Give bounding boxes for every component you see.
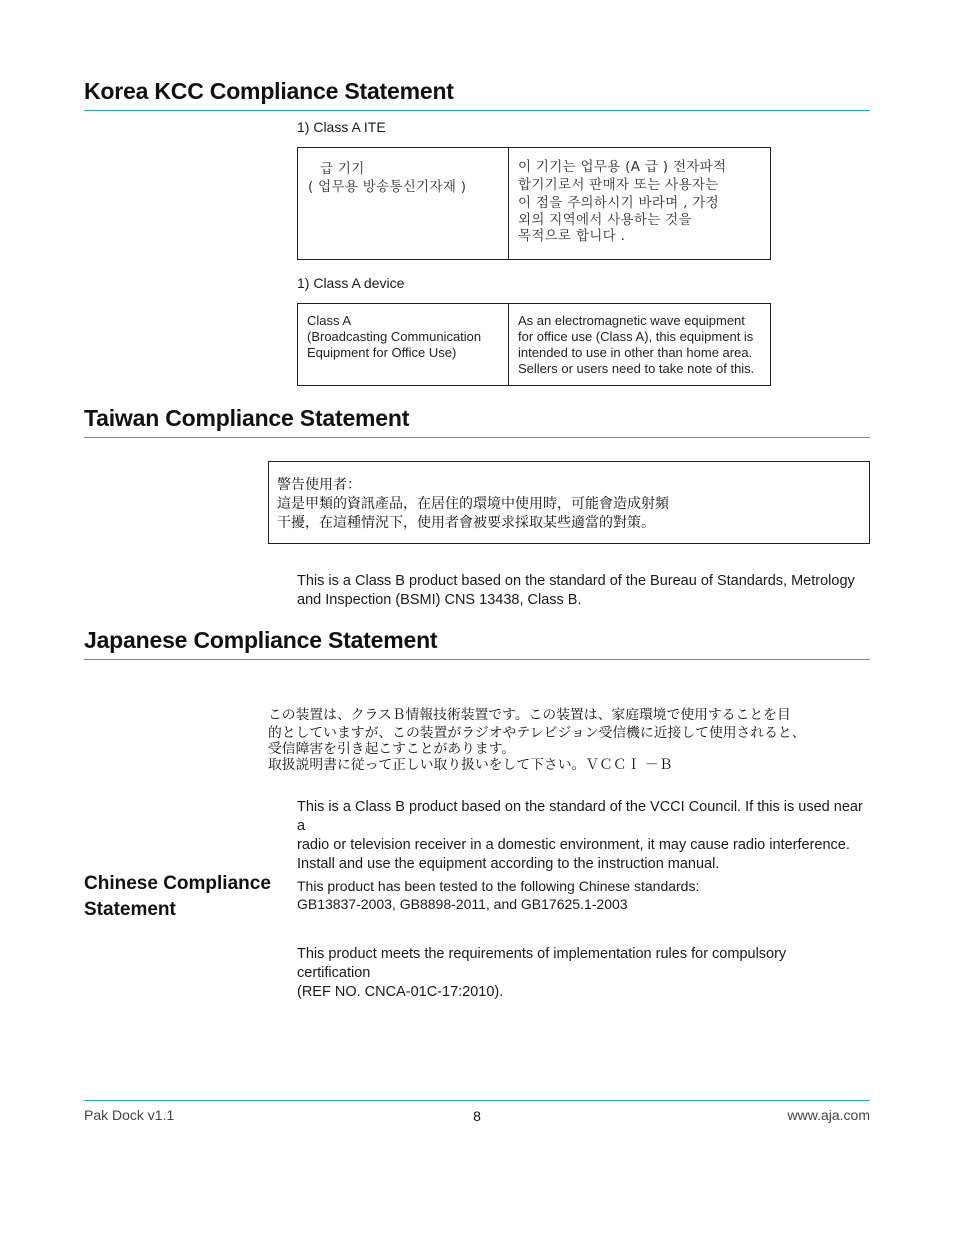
china-heading-line: Statement	[84, 899, 176, 920]
japan-vcci-line: 的としていますが、この装置がラジオやテレビジョン受信機に近接して使用されると、	[268, 724, 806, 741]
korea-device-left-line: (Broadcasting Communication	[307, 329, 482, 344]
taiwan-warning-line: 警告使用者：	[277, 477, 361, 493]
korea-device-right-line: Sellers or users need to take note of this.	[518, 361, 755, 376]
china-para-certification	[297, 945, 857, 1002]
korea-device-left-line: Equipment for Office Use)	[307, 345, 457, 360]
japan-vcci-line: この装置は、クラスＢ情報技術装置です。この装置は、家庭環境で使用することを目	[268, 707, 791, 723]
korea-device-right-line: As an electromagnetic wave equipment	[518, 313, 745, 328]
footer-page-number: 8	[473, 1108, 481, 1124]
japan-note	[297, 798, 872, 874]
china-para-standards	[297, 877, 857, 913]
china-heading	[84, 871, 271, 923]
taiwan-warning-box	[268, 461, 870, 544]
china-para-line: This product has been tested to the following Chinese standards:	[297, 878, 700, 894]
japan-vcci-text	[268, 707, 873, 775]
korea-ite-left-line: 급 기기	[320, 161, 365, 177]
china-para-line: GB13837-2003, GB8898-2011, and GB17625.1-2003	[297, 896, 628, 912]
korea-table-device	[297, 303, 771, 386]
footer-product: Pak Dock v1.1	[84, 1107, 175, 1123]
taiwan-heading-rule	[84, 437, 870, 438]
korea-ite-right-line: 목적으로 합니다 .	[518, 228, 626, 244]
japan-vcci-line: 受信障害を引き起こすことがあります。	[268, 741, 516, 757]
korea-label-class-a-device: 1) Class A device	[297, 275, 405, 291]
footer-website-link[interactable]: www.aja.com	[787, 1107, 870, 1123]
taiwan-warning-line: 干擾，在這種情況下，使用者會被要求採取某些適當的對策。	[277, 515, 655, 531]
korea-device-right-line: for office use (Class A), this equipment is	[518, 329, 754, 344]
china-para-line: certification	[297, 965, 371, 981]
china-para-line: This product meets the requirements of implementation rules for compulsory	[297, 946, 787, 962]
korea-ite-left-line: ( 업무용 방송통신기자재 )	[308, 179, 467, 195]
korea-ite-right-line: 이 점을 주의하시기 바라며 , 가정	[518, 195, 719, 211]
korea-ite-right-line: 이 기기는 업무용 (A 급 ) 전자파적	[518, 159, 727, 175]
korea-table-device-left	[298, 304, 509, 386]
taiwan-note-line: and Inspection (BSMI) CNS 13438, Class B.	[297, 592, 582, 608]
china-heading-line: Chinese Compliance	[84, 873, 271, 894]
taiwan-note	[297, 572, 867, 610]
korea-ite-right-line: 합기기로서 판매자 또는 사용자는	[518, 177, 719, 193]
korea-device-left-line: Class A	[307, 313, 352, 328]
taiwan-note-line: This is a Class B product based on the standard of the Bureau of Standards, Metrology	[297, 573, 855, 589]
japan-vcci-line: 取扱説明書に従って正しい取り扱いをして下さい。ＶＣＣＩ －Ｂ	[268, 757, 673, 773]
korea-table-device-right	[509, 304, 771, 386]
korea-table-ite-right	[509, 148, 771, 260]
taiwan-warning-line: 這是甲類的資訊產品，在居住的環境中使用時，可能會造成射頻	[277, 496, 669, 512]
taiwan-heading: Taiwan Compliance Statement	[84, 405, 410, 431]
korea-label-class-a-ite: 1) Class A ITE	[297, 119, 386, 135]
korea-heading-rule	[84, 110, 870, 111]
korea-device-right-line: intended to use in other than home area.	[518, 345, 753, 360]
korea-ite-right-line: 외의 지역에서 사용하는 것을	[518, 212, 692, 228]
china-para-line: (REF NO. CNCA-01C-17:2010).	[297, 984, 504, 1000]
japan-note-line: radio or television receiver in a domestic environment, it may cause radio interference.	[297, 837, 850, 853]
japan-heading-rule	[84, 659, 870, 660]
footer-rule	[84, 1100, 870, 1101]
japan-note-line: Install and use the equipment according to the instruction manual.	[297, 856, 720, 872]
korea-table-ite-left	[298, 148, 509, 260]
japan-heading: Japanese Compliance Statement	[84, 627, 438, 653]
korea-table-ite	[297, 147, 771, 260]
korea-heading: Korea KCC Compliance Statement	[84, 78, 454, 104]
japan-note-line: This is a Class B product based on the standard of the VCCI Council. If this is used near a	[297, 799, 863, 834]
